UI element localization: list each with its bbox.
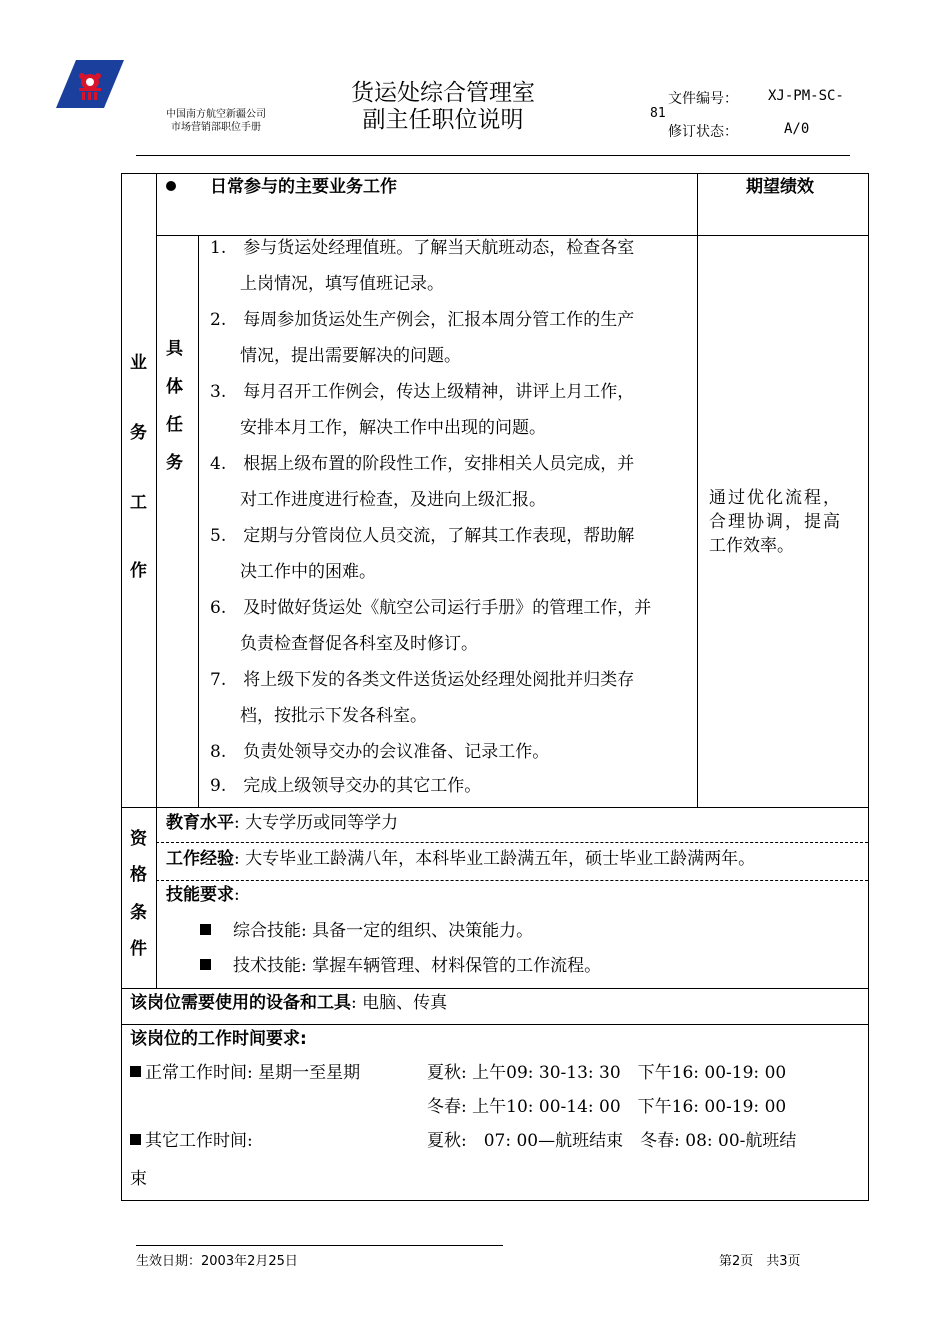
task-line: 7. 将上级下发的各类文件送货运处经理处阅批并归类存 xyxy=(210,670,635,690)
business-side-label-4: 作 xyxy=(130,561,147,581)
table-border-top xyxy=(121,173,869,174)
qualification-side-label-1: 资 xyxy=(130,829,147,849)
airline-logo-icon xyxy=(56,60,124,108)
qualification-label-divider xyxy=(156,807,157,988)
square-bullet-icon xyxy=(200,959,211,970)
task-line: 对工作进度进行检查，及进向上级汇报。 xyxy=(240,490,546,510)
business-side-label-1: 业 xyxy=(130,353,147,373)
revision-label: 修订状态： xyxy=(668,124,738,140)
experience-label: 工作经验 xyxy=(166,849,234,869)
equipment-label: 该岗位需要使用的设备和工具 xyxy=(130,993,351,1013)
task-line: 负责检查督促各科室及时修订。 xyxy=(240,634,478,654)
performance-line: 工作效率。 xyxy=(709,536,794,556)
task-line: 3. 每月召开工作例会，传达上级精神，讲评上月工作， xyxy=(210,382,635,402)
normal-time-winter: 冬春: 上午10: 00-14: 00 下午16: 00-19: 00 xyxy=(427,1097,787,1117)
task-line: 安排本月工作，解决工作中出现的问题。 xyxy=(240,418,546,438)
company-line2: 市场营销部职位手册 xyxy=(171,122,261,133)
company-line1: 中国南方航空新疆公司 xyxy=(166,109,266,120)
performance-heading: 期望绩效 xyxy=(746,177,814,197)
other-time-value: 夏秋: 07: 00—航班结束 冬春: 08: 00-航班结 xyxy=(427,1131,797,1151)
doc-number-label: 文件编号： xyxy=(668,91,738,107)
skills-label: 技能要求 xyxy=(166,885,234,905)
business-bottom-divider xyxy=(121,807,868,808)
performance-line: 合理协调，提高 xyxy=(709,512,842,532)
skill-item xyxy=(200,955,601,977)
task-label-3: 任 xyxy=(166,415,183,435)
skill-text: 综合技能: 具备一定的组织、决策能力。 xyxy=(233,921,534,941)
task-line: 5. 定期与分管岗位人员交流，了解其工作表现，帮助解 xyxy=(210,526,635,546)
normal-time-label xyxy=(130,1062,360,1084)
skill-item xyxy=(200,920,533,942)
qualification-side-label-2: 格 xyxy=(130,865,147,885)
education-value: : 大专学历或同等学力 xyxy=(234,813,399,833)
education-label: 教育水平 xyxy=(166,813,234,833)
experience-divider xyxy=(156,880,868,881)
normal-time-summer: 夏秋: 上午09: 30-13: 30 下午16: 00-19: 00 xyxy=(427,1063,787,1083)
qualification-side-label-3: 条 xyxy=(130,903,147,923)
equipment-bottom-divider xyxy=(121,1024,868,1025)
revision-value: A/0 xyxy=(784,121,810,137)
task-line: 决工作中的困难。 xyxy=(240,562,376,582)
normal-time-text: 正常工作时间: 星期一至星期 xyxy=(145,1063,361,1083)
table-border-right xyxy=(868,173,869,1200)
effective-date: 生效日期：2003年2月25日 xyxy=(136,1254,298,1269)
qualification-side-label-4: 件 xyxy=(130,939,147,959)
equipment-row xyxy=(130,992,447,1014)
task-label-4: 务 xyxy=(166,453,183,473)
header-divider xyxy=(136,155,850,156)
task-line: 情况，提出需要解决的问题。 xyxy=(240,346,461,366)
business-side-label-2: 务 xyxy=(130,423,147,443)
equipment-value: : 电脑、传真 xyxy=(351,993,448,1013)
page-title xyxy=(318,80,568,134)
task-label-divider xyxy=(198,235,199,807)
page-info: 第2页 共3页 xyxy=(719,1254,801,1269)
company-name xyxy=(150,108,282,134)
other-time-label xyxy=(130,1130,253,1152)
task-line: 2. 每周参加货运处生产例会，汇报本周分管工作的生产 xyxy=(210,310,635,330)
experience-value: : 大专毕业工龄满八年，本科毕业工龄满五年，硕士毕业工龄满两年。 xyxy=(234,849,756,869)
task-line: 上岗情况，填写值班记录。 xyxy=(240,274,444,294)
doc-number-continuation: 81 xyxy=(650,106,666,121)
square-bullet-icon xyxy=(200,924,211,935)
task-line: 9. 完成上级领导交办的其它工作。 xyxy=(210,776,482,796)
other-time-wrap: 束 xyxy=(130,1169,147,1189)
table-border-bottom xyxy=(121,1200,869,1201)
business-heading-divider xyxy=(156,235,868,236)
task-line: 档，按批示下发各科室。 xyxy=(240,706,427,726)
skills-colon: : xyxy=(234,885,240,905)
skill-text: 技术技能: 掌握车辆管理、材料保管的工作流程。 xyxy=(233,956,602,976)
task-label-1: 具 xyxy=(166,339,183,359)
title-line2: 副主任职位说明 xyxy=(362,107,524,133)
title-line1: 货运处综合管理室 xyxy=(351,80,535,106)
skills-row xyxy=(166,884,240,906)
education-row xyxy=(166,812,398,834)
task-line: 4. 根据上级布置的阶段性工作，安排相关人员完成，并 xyxy=(210,454,635,474)
performance-line: 通过优化流程， xyxy=(709,488,842,508)
task-line: 8. 负责处领导交办的会议准备、记录工作。 xyxy=(210,742,550,762)
other-time-text: 其它工作时间: xyxy=(145,1131,253,1151)
doc-number-value: XJ-PM-SC- xyxy=(768,88,844,104)
business-side-label-3: 工 xyxy=(130,493,147,513)
task-line: 6. 及时做好货运处《航空公司运行手册》的管理工作，并 xyxy=(210,598,652,618)
work-time-heading: 该岗位的工作时间要求: xyxy=(130,1029,307,1049)
section-heading: 日常参与的主要业务工作 xyxy=(210,177,397,197)
business-label-divider xyxy=(156,173,157,807)
task-label-2: 体 xyxy=(166,377,183,397)
bullet-icon xyxy=(166,181,176,191)
table-border-left xyxy=(121,173,122,1200)
task-line: 1. 参与货运处经理值班。了解当天航班动态，检查各室 xyxy=(210,238,635,258)
experience-row xyxy=(166,848,755,870)
qualification-bottom-divider xyxy=(121,988,868,989)
square-bullet-icon xyxy=(130,1134,141,1145)
square-bullet-icon xyxy=(130,1066,141,1077)
education-divider xyxy=(156,842,868,843)
performance-divider xyxy=(697,173,698,807)
footer-divider xyxy=(136,1245,503,1246)
